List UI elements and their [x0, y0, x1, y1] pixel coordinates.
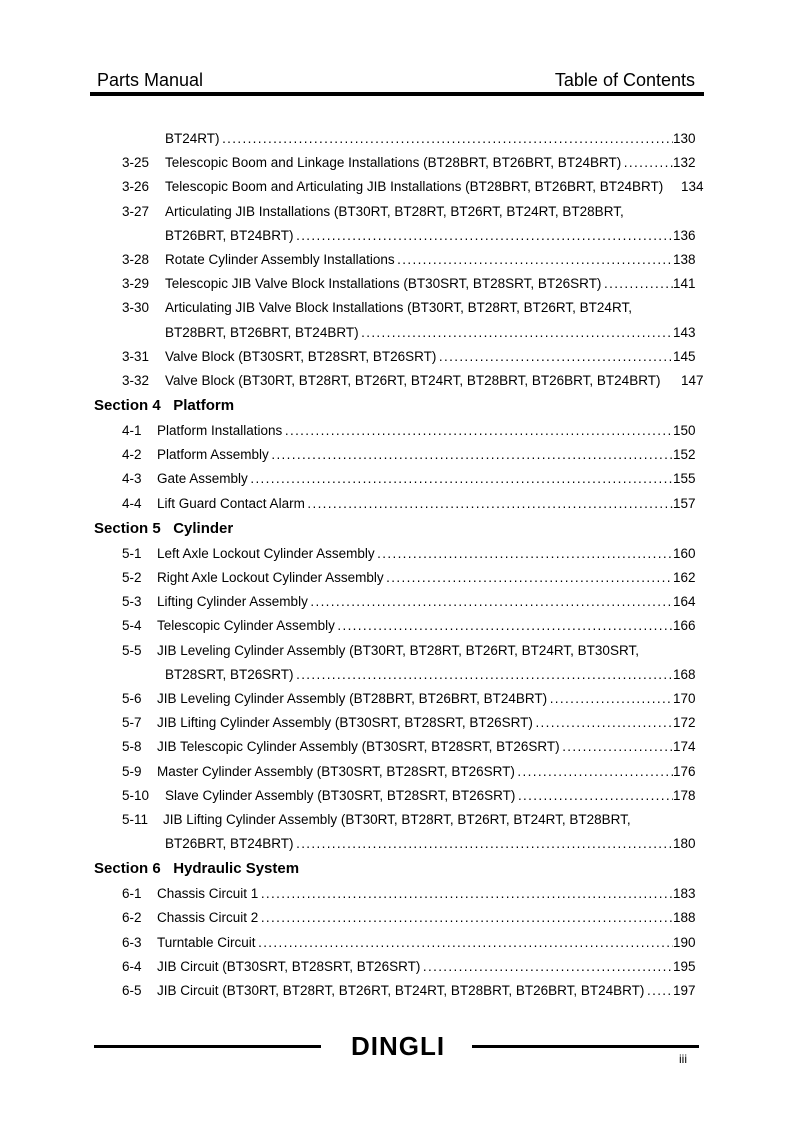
toc-entry[interactable]	[0, 175, 793, 199]
entry-title: Telescopic Boom and Articulating JIB Installations (BT28BRT, BT26BRT, BT24BRT)	[165, 179, 664, 195]
toc-entry[interactable]	[0, 369, 793, 393]
entry-title: Turntable Circuit . . .	[157, 931, 673, 955]
entry-number: 3-32	[122, 372, 150, 388]
footer-rule-left	[94, 1045, 321, 1048]
entry-number: 5-6	[122, 690, 142, 706]
entry-page-number: 183	[673, 886, 696, 902]
entry-number: 3-28	[122, 251, 150, 267]
entry-number: 5-9	[122, 763, 142, 779]
entry-title: JIB Leveling Cylinder Assembly (BT30RT, BT28RT, BT26RT, BT24RT, BT30SRT,	[157, 642, 639, 658]
entry-number: 3-27	[122, 203, 150, 219]
entry-title: Valve Block (BT30RT, BT28RT, BT26RT, BT24RT, BT28BRT, BT26BRT, BT24BRT)	[165, 372, 661, 388]
toc-entry[interactable]	[0, 906, 793, 930]
entry-page-number: 141	[673, 276, 696, 292]
toc-entry[interactable]	[0, 931, 793, 955]
entry-page-number: 155	[673, 471, 696, 487]
toc-entry[interactable]	[0, 419, 793, 443]
entry-number: 5-7	[122, 715, 142, 731]
entry-title: BT28BRT, BT26BRT, BT24BRT) . . .	[165, 321, 673, 345]
header-title: Parts Manual	[97, 70, 204, 90]
entry-number: 3-26	[122, 179, 150, 195]
entry-page-number: 138	[673, 251, 696, 267]
toc-entry[interactable]	[0, 832, 793, 856]
entry-title: Master Cylinder Assembly (BT30SRT, BT28SRT, BT26SRT) . . .	[157, 760, 673, 784]
toc-entry[interactable]	[0, 321, 793, 345]
entry-title: Gate Assembly . . .	[157, 467, 673, 491]
toc-entry[interactable]	[0, 224, 793, 248]
entry-title: Rotate Cylinder Assembly Installations . . .	[165, 248, 673, 272]
toc-entry[interactable]	[0, 784, 793, 808]
toc-section-heading	[0, 516, 793, 542]
toc-entry[interactable]	[0, 272, 793, 296]
entry-page-number: 160	[673, 545, 696, 561]
entry-title: BT26BRT, BT24BRT) . . .	[165, 224, 673, 248]
toc-entry[interactable]	[0, 639, 793, 663]
entry-page-number: 157	[673, 495, 696, 511]
entry-page-number: 180	[673, 836, 696, 852]
toc-entry[interactable]	[0, 735, 793, 759]
entry-page-number: 166	[673, 618, 696, 634]
entry-page-number: 132	[673, 155, 696, 171]
toc-section-heading	[0, 393, 793, 419]
page-number: iii	[679, 1052, 687, 1066]
entry-page-number: 162	[673, 570, 696, 585]
entry-page-number: 172	[673, 715, 696, 731]
footer-rule-right	[472, 1045, 699, 1048]
entry-number: 4-1	[122, 423, 142, 439]
section-title: Section 4 Platform	[94, 397, 235, 415]
entry-title: JIB Lifting Cylinder Assembly (BT30RT, BT28RT, BT26RT, BT24RT, BT28BRT,	[163, 811, 631, 827]
entry-number: 5-5	[122, 642, 142, 658]
toc-entry[interactable]	[0, 492, 793, 516]
entry-number: 5-1	[122, 545, 142, 561]
entry-page-number: 178	[673, 787, 696, 803]
section-title: Section 5 Cylinder	[94, 519, 234, 537]
entry-title: JIB Leveling Cylinder Assembly (BT28BRT, BT26BRT, BT24BRT) . . .	[157, 687, 673, 711]
toc-entry[interactable]	[0, 687, 793, 711]
toc-entry[interactable]	[0, 151, 793, 175]
header-section-title: Table of Contents	[554, 70, 695, 90]
entry-page-number: 136	[673, 227, 696, 243]
entry-page-number: 188	[673, 910, 696, 926]
entry-number: 5-11	[122, 811, 149, 827]
entry-page-number: 195	[673, 958, 696, 974]
entry-title: Valve Block (BT30SRT, BT28SRT, BT26SRT) . . .	[165, 345, 673, 369]
entry-title: Right Axle Lockout Cylinder Assembly . . .	[157, 566, 673, 590]
entry-number: 4-3	[122, 471, 142, 487]
entry-title: Telescopic JIB Valve Block Installations (BT30SRT, BT28SRT, BT26SRT) . . .	[165, 272, 673, 296]
entry-title: JIB Telescopic Cylinder Assembly (BT30SRT, BT28SRT, BT26SRT) . . .	[157, 735, 673, 759]
toc-entry[interactable]	[0, 882, 793, 906]
toc-section-heading	[0, 856, 793, 882]
entry-title: Telescopic Cylinder Assembly . . .	[157, 614, 673, 638]
entry-page-number: 130	[673, 131, 696, 146]
toc-entry[interactable]	[0, 566, 793, 590]
entry-page-number: 152	[673, 447, 696, 463]
entry-number: 4-4	[122, 495, 142, 511]
entry-number: 3-25	[122, 155, 150, 171]
entry-title: JIB Lifting Cylinder Assembly (BT30SRT, BT28SRT, BT26SRT) . . .	[157, 711, 673, 735]
entry-title: BT26BRT, BT24BRT) . . .	[165, 832, 673, 856]
entry-page-number: 197	[673, 983, 696, 998]
entry-number: 3-31	[122, 348, 150, 364]
entry-title: Platform Installations . . .	[157, 419, 673, 443]
entry-number: 5-3	[122, 594, 142, 610]
dingli-logo: DINGLI	[350, 1031, 446, 1061]
toc-entry[interactable]	[0, 590, 793, 614]
entry-number: 6-3	[122, 934, 142, 950]
entry-number: 6-2	[122, 910, 142, 926]
entry-title: Telescopic Boom and Linkage Installations (BT28BRT, BT26BRT, BT24BRT) . . .	[165, 151, 673, 175]
entry-number: 6-1	[122, 886, 142, 902]
entry-number: 5-10	[122, 787, 150, 803]
toc-entry[interactable]	[0, 979, 793, 1003]
toc-entry[interactable]	[0, 467, 793, 491]
entry-number: 4-2	[122, 447, 142, 463]
entry-title: Chassis Circuit 2 . . .	[157, 906, 673, 930]
toc-entry[interactable]	[0, 248, 793, 272]
table-of-contents	[0, 127, 793, 1003]
toc-entry[interactable]	[0, 443, 793, 467]
toc-entry[interactable]	[0, 127, 793, 151]
toc-entry[interactable]	[0, 296, 793, 320]
entry-title: Articulating JIB Valve Block Installations (BT30RT, BT28RT, BT26RT, BT24RT,	[165, 300, 632, 316]
entry-number: 3-30	[122, 300, 150, 316]
section-title: Section 6 Hydraulic System	[94, 860, 300, 878]
toc-entry[interactable]	[0, 711, 793, 735]
entry-page-number: 174	[673, 739, 696, 755]
entry-title: Lifting Cylinder Assembly . . .	[157, 590, 673, 614]
entry-number: 3-29	[122, 276, 150, 292]
entry-page-number: 150	[673, 423, 696, 439]
toc-entry[interactable]	[0, 345, 793, 369]
header-rule	[90, 92, 704, 96]
entry-page-number: 190	[673, 934, 696, 950]
entry-title: BT28SRT, BT26SRT) . . .	[165, 663, 673, 687]
toc-entry[interactable]	[0, 542, 793, 566]
entry-number: 5-2	[122, 570, 142, 585]
toc-entry[interactable]	[0, 614, 793, 638]
entry-title: JIB Circuit (BT30SRT, BT28SRT, BT26SRT) . . .	[157, 955, 673, 979]
toc-entry[interactable]	[0, 200, 793, 224]
entry-title: BT24RT) . . .	[165, 127, 673, 151]
entry-page-number: 164	[673, 594, 696, 610]
entry-title: Lift Guard Contact Alarm . . .	[157, 492, 673, 516]
entry-page-number: 147	[681, 372, 704, 388]
entry-number: 6-4	[122, 958, 142, 974]
entry-page-number: 176	[673, 763, 696, 779]
entry-page-number: 168	[673, 666, 696, 682]
entry-page-number: 143	[673, 324, 696, 340]
entry-title: Platform Assembly . . .	[157, 443, 673, 467]
entry-number: 5-8	[122, 739, 142, 755]
entry-title: Chassis Circuit 1 . . .	[157, 882, 673, 906]
entry-page-number: 134	[681, 179, 704, 195]
entry-page-number: 170	[673, 690, 696, 706]
toc-entry[interactable]	[0, 955, 793, 979]
toc-entry[interactable]	[0, 760, 793, 784]
toc-entry[interactable]	[0, 663, 793, 687]
entry-number: 6-5	[122, 983, 142, 998]
entry-title: Articulating JIB Installations (BT30RT, BT28RT, BT26RT, BT24RT, BT28BRT,	[165, 203, 624, 219]
entry-page-number: 145	[673, 348, 696, 364]
entry-number: 5-4	[122, 618, 142, 634]
entry-title: JIB Circuit (BT30RT, BT28RT, BT26RT, BT24RT, BT28BRT, BT26BRT, BT24BRT) . . .	[157, 979, 673, 1003]
toc-entry[interactable]	[0, 808, 793, 832]
entry-title: Left Axle Lockout Cylinder Assembly . . .	[157, 542, 673, 566]
entry-title: Slave Cylinder Assembly (BT30SRT, BT28SRT, BT26SRT) . . .	[165, 784, 673, 808]
